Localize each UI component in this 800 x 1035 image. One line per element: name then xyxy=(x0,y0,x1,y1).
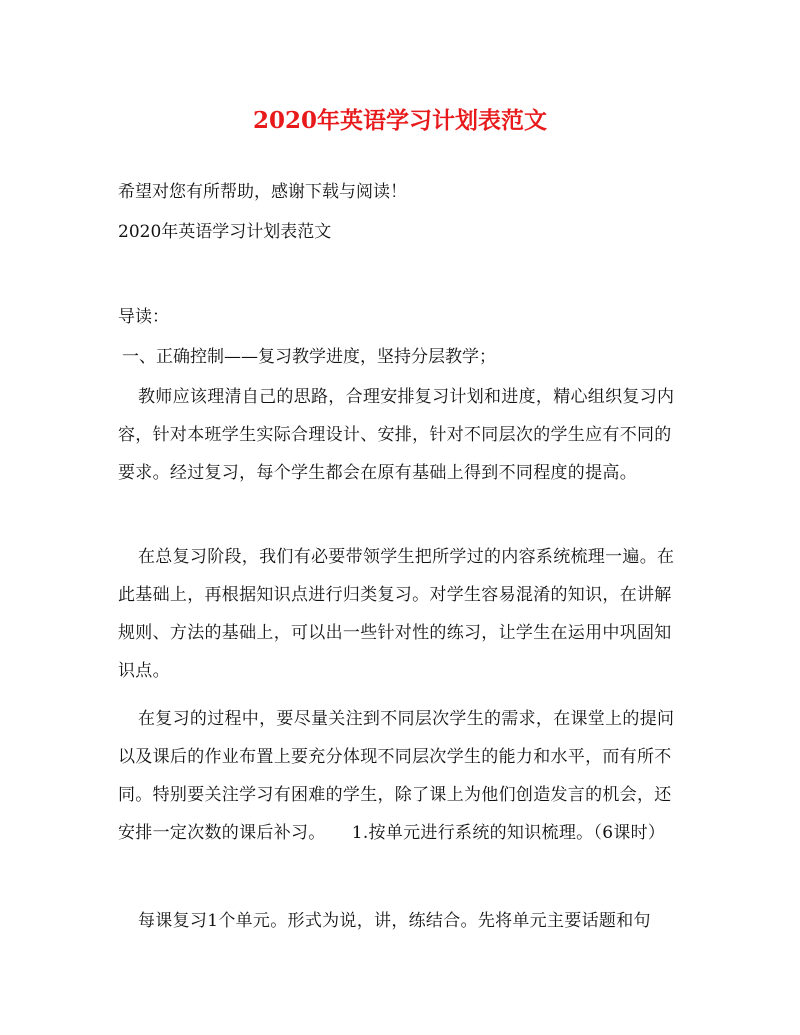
section-heading: 一、正确控制——复习教学进度，坚持分层教学； xyxy=(122,347,496,367)
guide-label: 导读： xyxy=(118,307,169,327)
paragraph-3: 在复习的过程中，要尽量关注到不同层次学生的需求，在课堂上的提问以及课后的作业布置上要充分体现不同层次学生的能力和水平，而有所不同。特别要关注学习有困难的学生，除了课上为他们创造发言的机会，还安排一定次数的课后补习。 1.按单元进行系统的知识梳理。（6课时） xyxy=(118,709,675,843)
intro-text: 希望对您有所帮助，感谢下载与阅读！ xyxy=(118,182,407,202)
document-title: 2020年英语学习计划表范文 xyxy=(252,107,547,134)
document-subtitle: 2020年英语学习计划表范文 xyxy=(118,222,332,242)
paragraph-4: 每课复习1个单元。形式为说，讲，练结合。先将单元主要话题和句 xyxy=(138,911,651,931)
paragraph-1: 教师应该理清自己的思路，合理安排复习计划和进度，精心组织复习内容，针对本班学生实际合理设计、安排，针对不同层次的学生应有不同的要求。经过复习，每个学生都会在原有基础上得到不同程度的提高。 xyxy=(118,387,675,483)
paragraph-2: 在总复习阶段，我们有必要带领学生把所学过的内容系统梳理一遍。在此基础上，再根据知识点进行归类复习。对学生容易混淆的知识，在讲解规则、方法的基础上，可以出一些针对性的练习，让学生在运用中巩固知识点。 xyxy=(118,547,675,681)
